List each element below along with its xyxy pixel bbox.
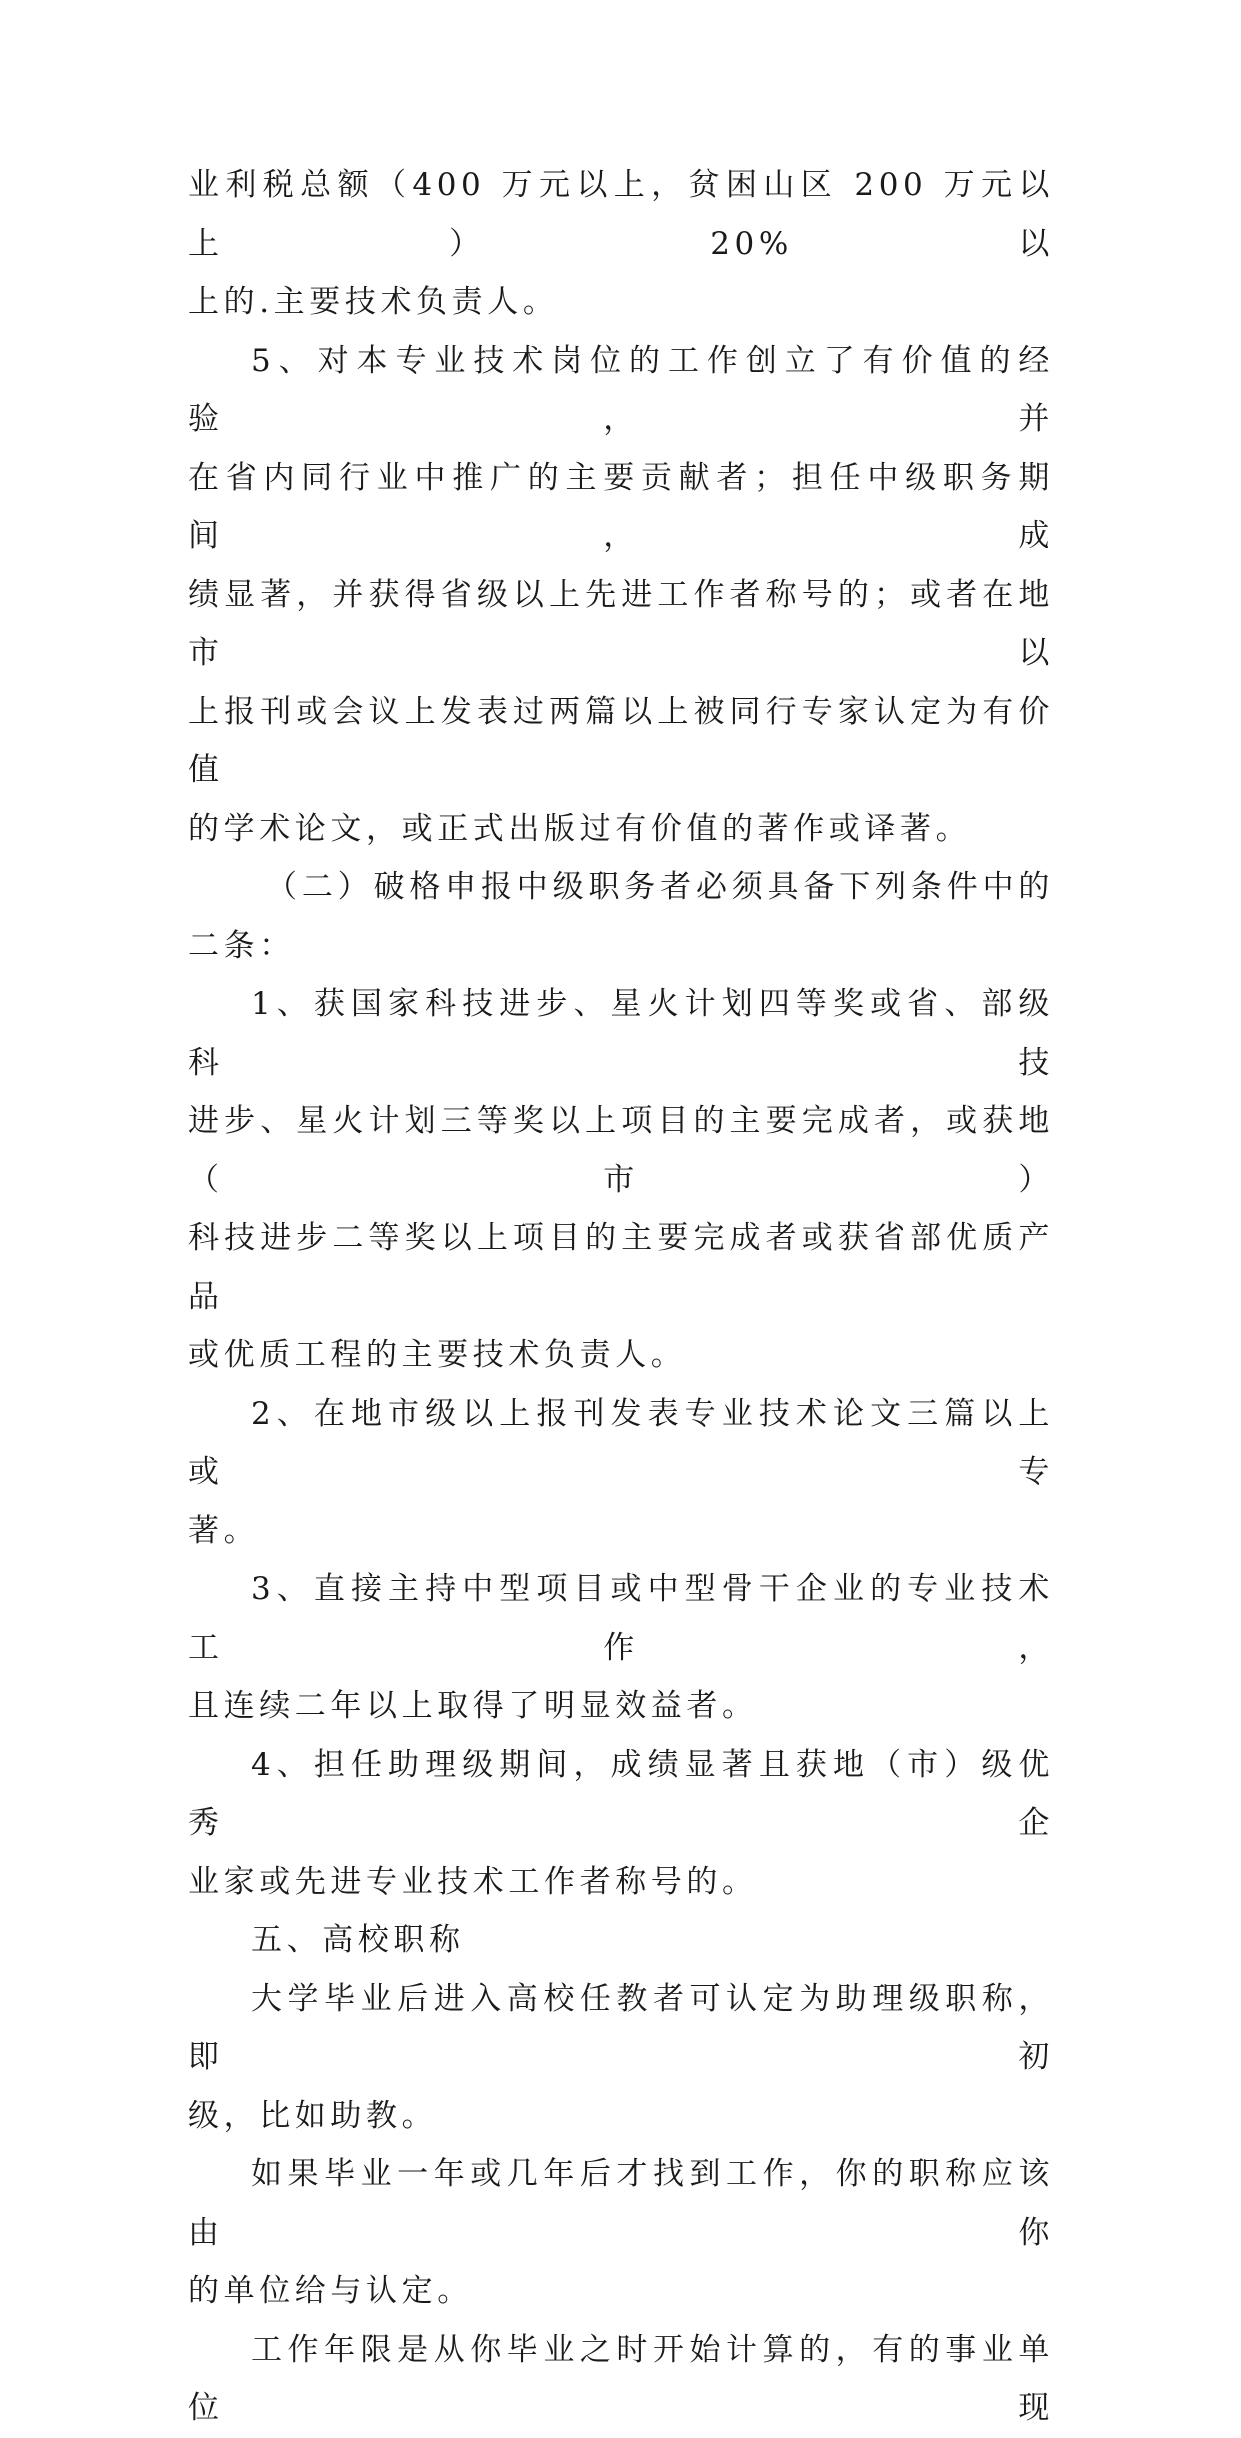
paragraph-working-years <box>188 2321 1054 2438</box>
paragraph-item-5 <box>188 332 1054 859</box>
text-line: 业利税总额（400 万元以上，贫困山区 200 万元以上）20%以 <box>188 167 1054 262</box>
paragraph-item-3 <box>188 1560 1054 1736</box>
text-line: 进步、星火计划三等奖以上项目的主要完成者，或获地（市） <box>188 1103 1054 1198</box>
text-line: 3、直接主持中型项目或中型骨干企业的专业技术工作， <box>188 1571 1054 1666</box>
text-line: 5、对本专业技术岗位的工作创立了有价值的经验，并 <box>188 342 1054 437</box>
paragraph-continued-tax <box>188 156 1054 332</box>
text-line: 大学毕业后进入高校任教者可认定为助理级职称，即初 <box>188 1980 1054 2075</box>
text-line: （二）破格申报中级职务者必须具备下列条件中的二条： <box>188 869 1054 964</box>
document-page <box>188 156 1054 2438</box>
text-line: 科技进步二等奖以上项目的主要完成者或获省部优质产品 <box>188 1220 1054 1315</box>
text-line: 的学术论文，或正式出版过有价值的著作或译著。 <box>188 810 972 847</box>
section-heading-exceptional <box>188 858 1054 975</box>
text-line: 1、获国家科技进步、星火计划四等奖或省、部级科技 <box>188 986 1054 1081</box>
text-line: 业家或先进专业技术工作者称号的。 <box>188 1863 758 1900</box>
text-line: 2、在地市级以上报刊发表专业技术论文三篇以上或专 <box>188 1395 1054 1490</box>
text-line: 级，比如助教。 <box>188 2097 438 2134</box>
text-line: 4、担任助理级期间，成绩显著且获地（市）级优秀企 <box>188 1746 1054 1841</box>
text-line: 绩显著，并获得省级以上先进工作者称号的；或者在地市以 <box>188 576 1054 671</box>
text-line: 或优质工程的主要技术负责人。 <box>188 1337 687 1373</box>
text-line: 在省内同行业中推广的主要贡献者；担任中级职务期间，成 <box>188 459 1054 554</box>
text-line: 上的.主要技术负责人。 <box>188 284 559 320</box>
text-line: 且连续二年以上取得了明显效益者。 <box>188 1688 758 1724</box>
text-line: 五、高校职称 <box>251 1922 465 1958</box>
text-line: 上报刊或会议上发表过两篇以上被同行专家认定为有价值 <box>188 693 1054 788</box>
text-line: 著。 <box>188 1512 260 1549</box>
paragraph-item-2 <box>188 1385 1054 1561</box>
section-heading-university <box>188 1911 1054 1970</box>
text-line: 工作年限是从你毕业之时开始计算的，有的事业单位现 <box>188 2331 1054 2426</box>
text-line: 的单位给与认定。 <box>188 2273 473 2309</box>
text-line: 如果毕业一年或几年后才找到工作，你的职称应该由你 <box>188 2156 1054 2251</box>
paragraph-late-employment <box>188 2145 1054 2321</box>
paragraph-item-4 <box>188 1736 1054 1912</box>
paragraph-university-graduates <box>188 1970 1054 2146</box>
paragraph-item-1 <box>188 975 1054 1385</box>
